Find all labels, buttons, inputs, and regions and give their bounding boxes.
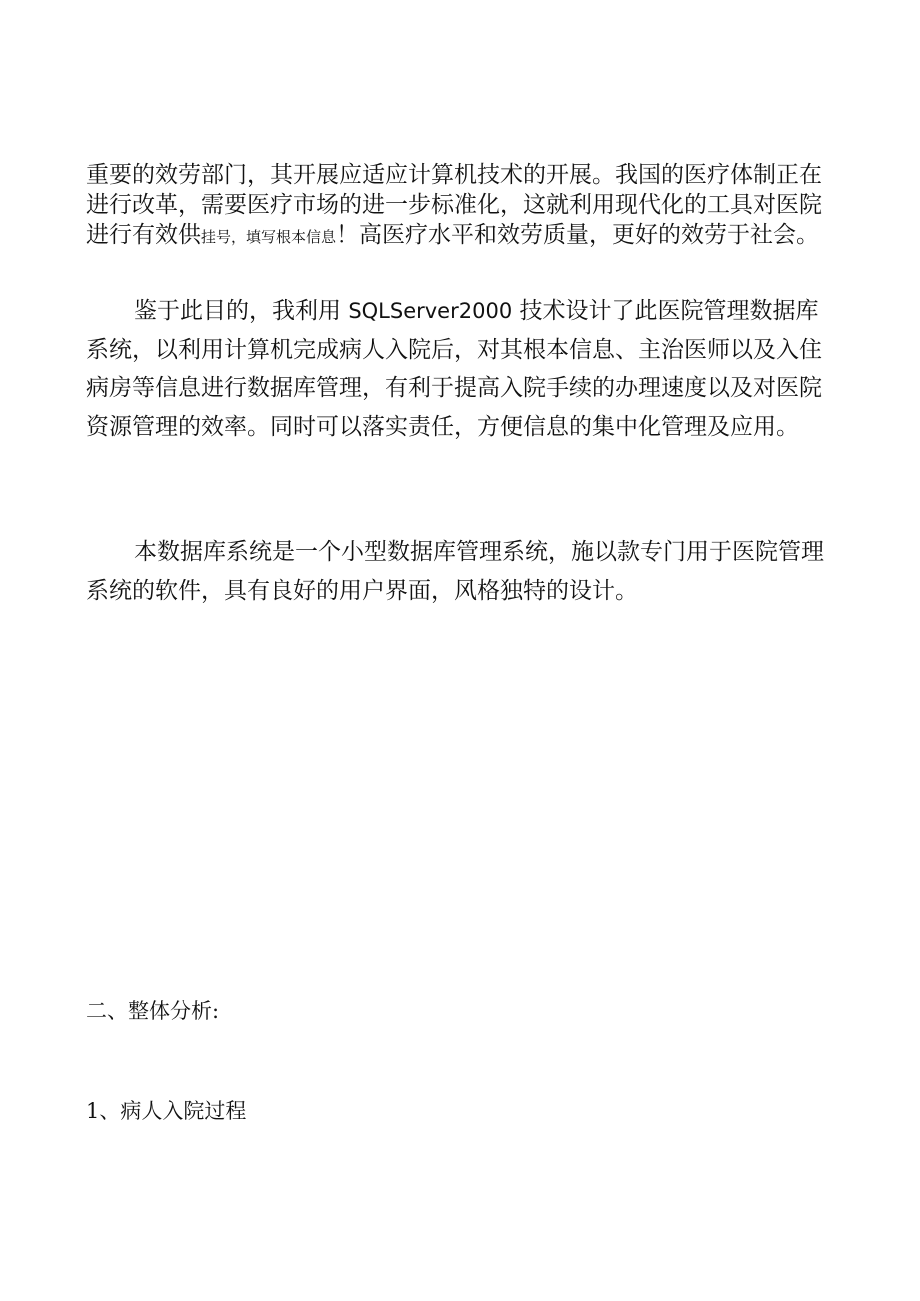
paragraph-intro-text-1: 重要的效劳部门，其开展应适应计算机技术的开展。我国的医疗体制正在进行改革，需要医疗市场的进一步标准化，这就利用现代化的工具对医院进行有效供 xyxy=(86,162,822,248)
technology-name: SQLServer2000 xyxy=(348,299,513,323)
section-heading: 二、整体分析: xyxy=(86,999,220,1023)
paragraph-intro-text-2: ！高医疗水平和效劳质量，更好的效劳于社会。 xyxy=(336,222,820,248)
paragraph-intro xyxy=(86,160,826,252)
paragraph-purpose-text-1: 鉴于此目的，我利用 xyxy=(134,298,349,324)
paragraph-purpose xyxy=(86,292,826,446)
paragraph-system xyxy=(86,533,826,610)
paragraph-purpose-text-2: 技术设计了此医院管理数据库系统，以利用计算机完成病人入院后，对其根本信息、主治医师以及入住病房等信息进行数据库管理，有利于提高入院手续的办理速度以及对医院资源管理的效率。同时可以落实责任，方便信息的集中化管理及应用。 xyxy=(86,298,822,440)
paragraph-system-text: 本数据库系统是一个小型数据库管理系统，施以款专门用于医院管理系统的软件，具有良好的用户界面，风格独特的设计。 xyxy=(86,539,824,604)
paragraph-intro-small-text: 挂号，填写根本信息 xyxy=(201,228,337,246)
subsection-heading: 1、病人入院过程 xyxy=(86,1099,247,1123)
